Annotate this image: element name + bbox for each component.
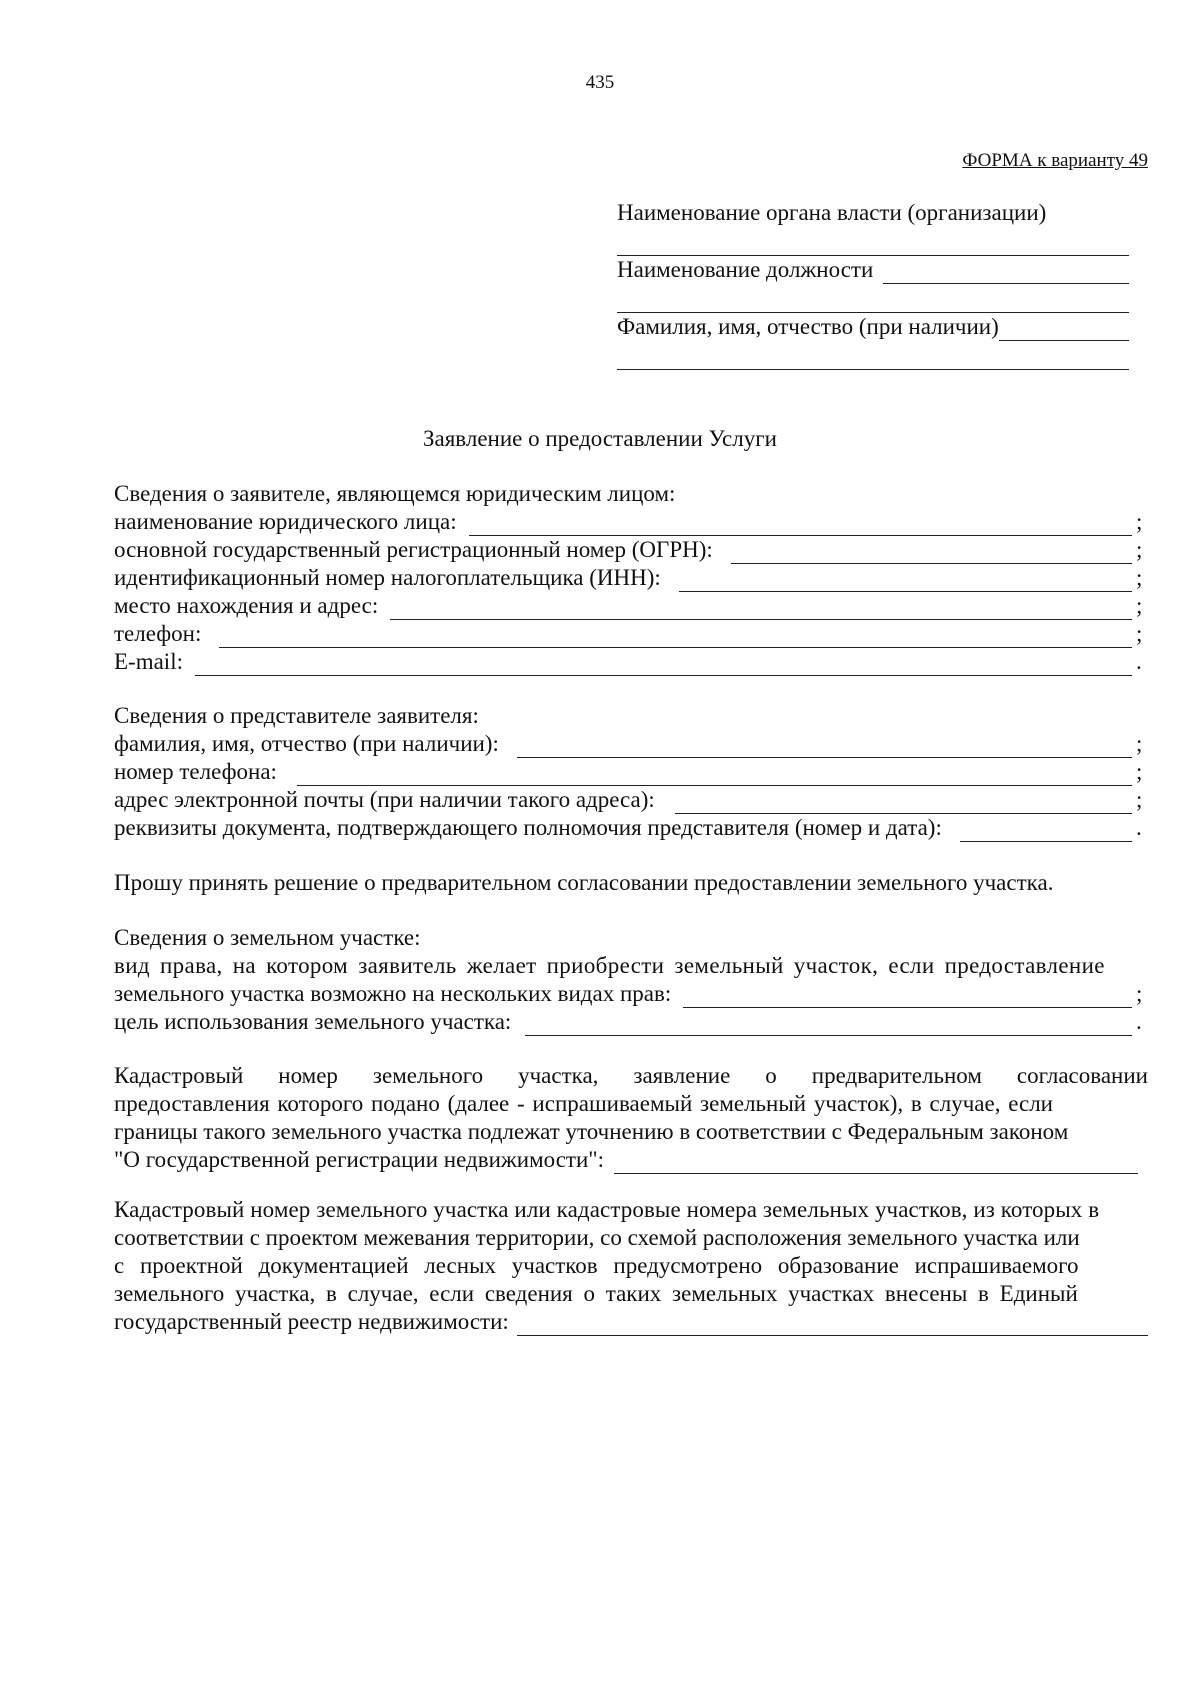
right-type-line-1	[114, 952, 1148, 980]
cadastral-line-2	[114, 1090, 1148, 1118]
field-row	[114, 648, 1148, 676]
full-name-field-2[interactable]	[617, 341, 1129, 370]
field-end: .	[1136, 815, 1142, 840]
field-row	[114, 508, 1148, 536]
paragraph-text: предоставления которого подано (далее - испрашиваемый земельный участок), в случае, если	[114, 1091, 1053, 1116]
field-label: наименование юридического лица:	[114, 509, 457, 534]
legal-entity-heading	[114, 480, 1148, 508]
field-label: фамилия, имя, отчество (при наличии):	[114, 731, 499, 756]
legal-entity-section	[114, 480, 1148, 676]
word: предварительном	[811, 1063, 982, 1088]
form-label: ФОРМА к варианту 49	[962, 150, 1148, 171]
cadastral-section	[114, 1062, 1148, 1174]
paragraph-text: границы такого земельного участка подлежат уточнению в соответствии с Федеральным законом	[114, 1119, 1069, 1144]
field-row	[114, 730, 1148, 758]
rep-name-input[interactable]	[517, 736, 1132, 758]
field-row	[114, 564, 1148, 592]
representative-section	[114, 702, 1148, 842]
legal-entity-heading-text: Сведения о заявителе, являющемся юридическим лицом:	[114, 481, 676, 506]
field-label: цель использования земельного участка:	[114, 1009, 512, 1034]
request-text-content: Прошу принять решение о предварительном согласовании предоставлении земельного участка.	[114, 870, 1054, 895]
address-input[interactable]	[390, 598, 1132, 620]
representative-heading-text: Сведения о представителе заявителя:	[114, 703, 479, 728]
right-type-input[interactable]	[683, 986, 1132, 1008]
field-end: ;	[1136, 509, 1143, 534]
authority-label: Наименование органа власти (организации)	[617, 200, 1047, 225]
position-field-2[interactable]	[617, 284, 1129, 313]
word: согласовании	[1016, 1063, 1148, 1088]
source-line-2	[114, 1224, 1148, 1252]
rep-document-input[interactable]	[960, 820, 1132, 842]
land-plot-heading	[114, 924, 1148, 952]
field-row	[114, 1146, 1148, 1174]
position-field[interactable]	[883, 261, 1129, 284]
authority-line	[617, 199, 1129, 227]
representative-heading	[114, 702, 1148, 730]
field-end: ;	[1136, 759, 1143, 784]
field-label: государственный реестр недвижимости:	[114, 1309, 509, 1334]
paragraph-text: земельного участка, в случае, если сведения о таких земельных участках внесены в Единый	[114, 1281, 1078, 1306]
word: о	[765, 1063, 777, 1088]
legal-name-input[interactable]	[469, 514, 1132, 536]
position-line	[617, 256, 1129, 284]
field-end: ;	[1136, 593, 1143, 618]
source-line-4	[114, 1280, 1148, 1308]
word: заявление	[633, 1063, 731, 1088]
inn-input[interactable]	[679, 570, 1132, 592]
word: участка,	[518, 1063, 599, 1088]
field-row	[114, 1008, 1148, 1036]
email-input[interactable]	[195, 654, 1132, 676]
field-end: ;	[1136, 537, 1143, 562]
field-label: реквизиты документа, подтверждающего полномочия представителя (номер и дата):	[114, 815, 942, 840]
paragraph-text: соответствии с проектом межевания территории, со схемой расположения земельного участка или	[114, 1225, 1080, 1250]
addressee-block	[617, 199, 1129, 370]
field-label: идентификационный номер налогоплательщика (ИНН):	[114, 565, 661, 590]
field-end: .	[1136, 649, 1142, 674]
request-section	[114, 869, 1148, 897]
field-row	[114, 786, 1148, 814]
field-label: номер телефона:	[114, 759, 277, 784]
word: земельного	[372, 1063, 484, 1088]
field-row	[114, 592, 1148, 620]
authority-field[interactable]	[617, 227, 1129, 256]
cadastral-number-input[interactable]	[614, 1152, 1138, 1174]
source-plots-input[interactable]	[517, 1314, 1148, 1336]
purpose-input[interactable]	[525, 1014, 1132, 1036]
page-number: 435	[585, 72, 615, 93]
full-name-field[interactable]	[999, 318, 1129, 341]
field-label: адрес электронной почты (при наличии такого адреса):	[114, 787, 655, 812]
word: Кадастровый	[114, 1063, 244, 1088]
field-end: ;	[1136, 565, 1143, 590]
rep-phone-input[interactable]	[297, 764, 1132, 786]
field-label: основной государственный регистрационный номер (ОГРН):	[114, 537, 713, 562]
right-type-text: вид права, на котором заявитель желает приобрести земельный участок, если предоставление	[114, 953, 1105, 978]
field-label: E-mail:	[114, 649, 183, 674]
field-row	[114, 814, 1148, 842]
field-label: телефон:	[114, 621, 202, 646]
field-row	[114, 1308, 1148, 1336]
request-text	[114, 869, 1148, 897]
field-end: ;	[1136, 981, 1143, 1006]
field-row	[114, 620, 1148, 648]
source-line-1	[114, 1196, 1148, 1224]
field-label: "О государственной регистрации недвижимости":	[114, 1147, 605, 1172]
land-plot-section	[114, 924, 1148, 1036]
field-end: ;	[1136, 731, 1143, 756]
full-name-line	[617, 313, 1129, 341]
field-row	[114, 980, 1148, 1008]
cadastral-line-3	[114, 1118, 1148, 1146]
field-end: ;	[1136, 787, 1143, 812]
word: номер	[278, 1063, 338, 1088]
source-line-3	[114, 1252, 1148, 1280]
full-name-label: Фамилия, имя, отчество (при наличии)	[617, 314, 999, 339]
paragraph-text: с проектной документацией лесных участков предусмотрено образование испрашиваемого	[114, 1253, 1079, 1278]
source-plots-section	[114, 1196, 1148, 1336]
land-plot-heading-text: Сведения о земельном участке:	[114, 925, 421, 950]
field-end: .	[1136, 1009, 1142, 1034]
field-label: место нахождения и адрес:	[114, 593, 379, 618]
field-label: земельного участка возможно на нескольких видах прав:	[114, 981, 672, 1006]
phone-input[interactable]	[219, 626, 1132, 648]
field-row	[114, 758, 1148, 786]
document-title: Заявление о предоставлении Услуги	[423, 426, 777, 451]
cadastral-line-1	[114, 1062, 1148, 1090]
paragraph-text: Кадастровый номер земельного участка или кадастровые номера земельных участков, из которых в	[114, 1197, 1100, 1222]
rep-email-input[interactable]	[675, 792, 1132, 814]
field-row	[114, 536, 1148, 564]
position-label: Наименование должности	[617, 257, 874, 282]
ogrn-input[interactable]	[731, 542, 1132, 564]
field-end: ;	[1136, 621, 1143, 646]
